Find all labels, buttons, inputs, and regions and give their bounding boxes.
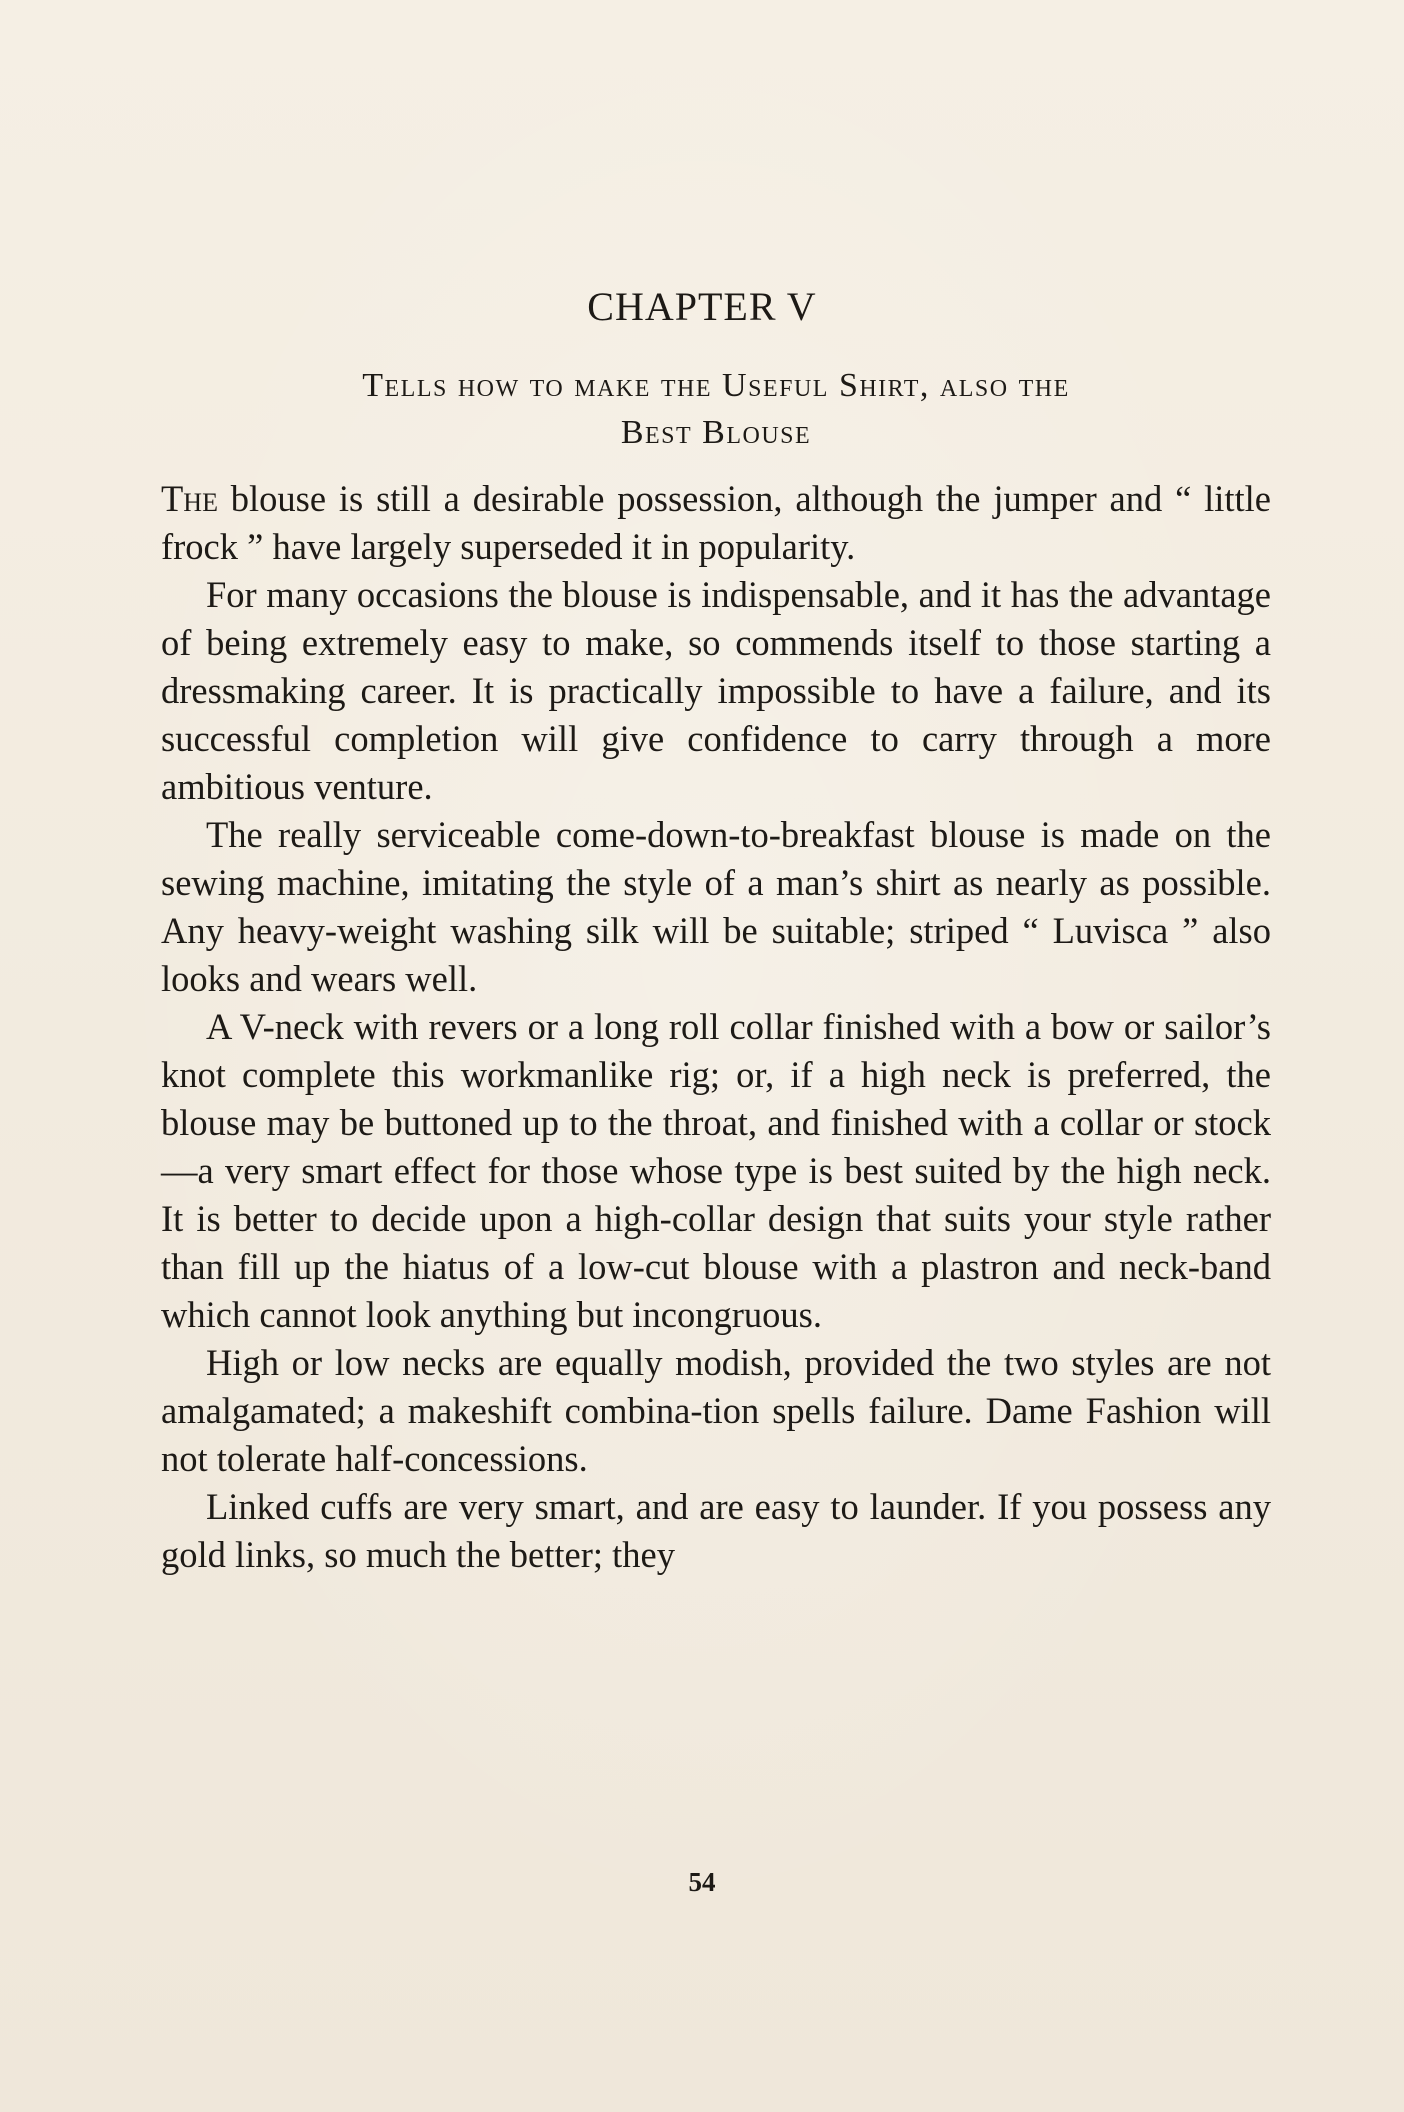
body-text bbox=[161, 475, 1271, 1579]
paragraph-2: For many occasions the blouse is indispensable, and it has the advantage of being extremely easy to make, so commends itself to those starting a dressmaking career. It is practically impossible to have a failure, and its successful completion will give confidence to carry through a more ambitious venture. bbox=[161, 574, 1271, 807]
paragraph-lead-word: The bbox=[161, 478, 218, 519]
paragraph-4: A V-neck with revers or a long roll collar finished with a bow or sailor’s knot complete this workmanlike rig; or, if a high neck is preferred, the blouse may be buttoned up to the throat, and finished with a collar or stock—a very smart effect for those whose type is best suited by the high neck. It is better to decide upon a high-collar design that suits your style rather than fill up the hiatus of a low-cut blouse with a plastron and neck-band which cannot look anything but incongruous. bbox=[161, 1006, 1271, 1335]
paragraph-5: High or low necks are equally modish, provided the two styles are not amalgamated; a makeshift combina-tion spells failure. Dame Fashion will not tolerate half-concessions. bbox=[161, 1342, 1271, 1479]
paragraph-3: The really serviceable come-down-to-breakfast blouse is made on the sewing machine, imitating the style of a man’s shirt as nearly as possible. Any heavy-weight washing silk will be suitable; striped “ Luvisca ” also looks and wears well. bbox=[161, 814, 1271, 999]
chapter-title: CHAPTER V bbox=[587, 284, 817, 329]
paragraph-1-text: blouse is still a desirable possession, although the jumper and “ little frock ” have largely superseded it in popularity. bbox=[161, 478, 1271, 567]
paragraph-1 bbox=[161, 475, 1271, 571]
chapter-subtitle-line-1: Tells how to make the Useful Shirt, also the bbox=[362, 367, 1070, 404]
chapter-subtitle bbox=[161, 362, 1271, 456]
chapter-subtitle-line-2: Best Blouse bbox=[620, 414, 812, 451]
page-number: 54 bbox=[688, 1867, 716, 1897]
paragraph-6: Linked cuffs are very smart, and are easy to launder. If you possess any gold links, so much the better; they bbox=[161, 1486, 1271, 1575]
